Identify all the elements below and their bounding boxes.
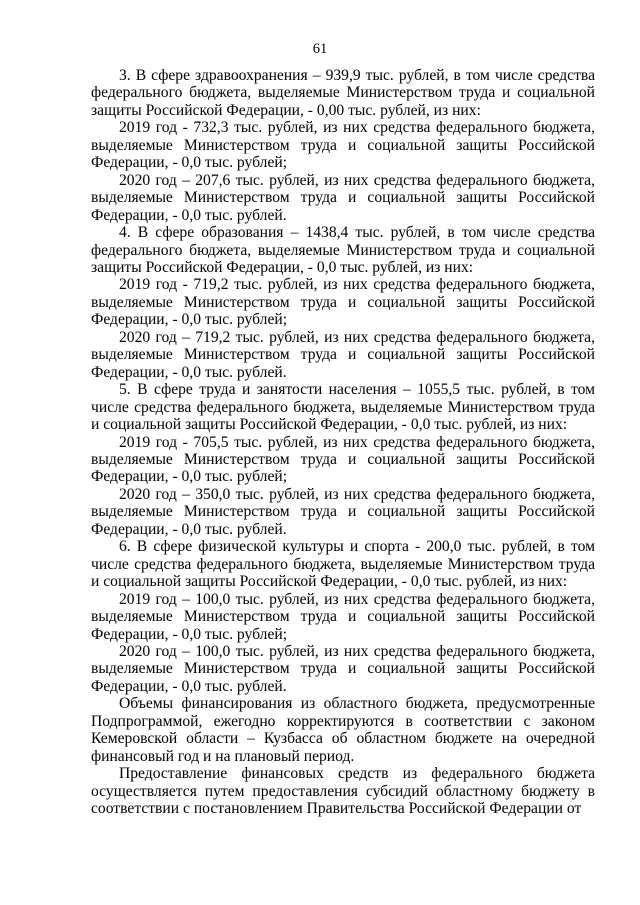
paragraph-healthcare: 3. В сфере здравоохранения – 939,9 тыс. рублей, в том числе средства федерального бюджета, выделяемые Министерством труда и социальной защиты Российской Федерации, - 0,00 тыс. рублей, из них: bbox=[91, 67, 595, 119]
paragraph-sport: 6. В сфере физической культуры и спорта - 200,0 тыс. рублей, в том числе средства федерального бюджета, выделяемые Министерством труда и социальной защиты Российской Федерации, - 0,0 тыс. рублей, из них: bbox=[91, 538, 595, 591]
paragraph-education-2020: 2020 год – 719,2 тыс. рублей, из них средства федерального бюджета, выделяемые Министерством труда и социальной защиты Российской Федерации, - 0,0 тыс. рублей. bbox=[91, 328, 595, 381]
body-text bbox=[91, 67, 595, 817]
paragraph-education: 4. В сфере образования – 1438,4 тыс. рублей, в том числе средства федерального бюджета, выделяемые Министерством труда и социальной защиты Российской Федерации, - 0,0 тыс. рублей, из них: bbox=[91, 224, 595, 276]
paragraph-employment-2019: 2019 год - 705,5 тыс. рублей, из них средства федерального бюджета, выделяемые Министерством труда и социальной защиты Российской Федерации, - 0,0 тыс. рублей; bbox=[91, 433, 595, 486]
paragraph-education-2019: 2019 год - 719,2 тыс. рублей, из них средства федерального бюджета, выделяемые Министерством труда и социальной защиты Российской Федерации, - 0,0 тыс. рублей; bbox=[91, 276, 595, 329]
paragraph-healthcare-2019: 2019 год - 732,3 тыс. рублей, из них средства федерального бюджета, выделяемые Министерством труда и социальной защиты Российской Федерации, - 0,0 тыс. рублей; bbox=[91, 119, 595, 172]
paragraph-employment: 5. В сфере труда и занятости населения – 1055,5 тыс. рублей, в том числе средства федерального бюджета, выделяемые Министерством труда и социальной защиты Российской Федерации, - 0,0 тыс. рублей, из них: bbox=[91, 381, 595, 434]
paragraph-sport-2020: 2020 год – 100,0 тыс. рублей, из них средства федерального бюджета, выделяемые Министерством труда и социальной защиты Российской Федерации, - 0,0 тыс. рублей. bbox=[91, 642, 595, 695]
paragraph-healthcare-2020: 2020 год – 207,6 тыс. рублей, из них средства федерального бюджета, выделяемые Министерством труда и социальной защиты Российской Федерации, - 0,0 тыс. рублей. bbox=[91, 171, 595, 224]
paragraph-federal-subsidies: Предоставление финансовых средств из федерального бюджета осуществляется путем предоставления субсидий областному бюджету в соответствии с постановлением Правительства Российской Федерации от bbox=[91, 765, 595, 818]
paragraph-regional-funding: Объемы финансирования из областного бюджета, предусмотренные Подпрограммой, ежегодно корректируются в соответствии с законом Кемеровской области – Кузбасса об областном бюджете на очередной финансовый год и на плановый период. bbox=[91, 695, 595, 765]
paragraph-employment-2020: 2020 год – 350,0 тыс. рублей, из них средства федерального бюджета, выделяемые Министерством труда и социальной защиты Российской Федерации, - 0,0 тыс. рублей. bbox=[91, 485, 595, 538]
paragraph-sport-2019: 2019 год – 100,0 тыс. рублей, из них средства федерального бюджета, выделяемые Министерством труда и социальной защиты Российской Федерации, - 0,0 тыс. рублей; bbox=[91, 590, 595, 643]
page-number: 61 bbox=[312, 41, 328, 57]
